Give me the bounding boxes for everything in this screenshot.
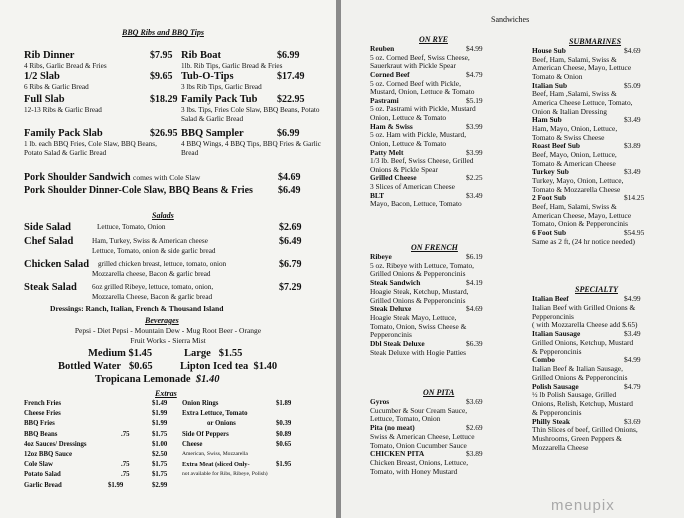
- menu-item-name: Italian Sub: [532, 80, 568, 90]
- menu-item-desc: Tomato & Onion: [532, 72, 583, 81]
- menu-item-name: Gyros: [370, 397, 390, 406]
- menu-item-price: $4.99: [624, 294, 641, 303]
- menu-item-desc: Tomato & Mozzarella Cheese: [532, 184, 621, 194]
- menu-item-name: 2 Foot Sub: [532, 193, 567, 203]
- salad-desc: Mozzarella Cheese, Bacon & garlic bread: [92, 293, 213, 301]
- menu-item-price: $54.95: [624, 228, 645, 238]
- pork-sandwich: [24, 172, 200, 183]
- extra-item-small-price: $1.99: [108, 481, 124, 489]
- menu-item-desc: Beef, Ham, Salami, Swiss &: [532, 54, 617, 64]
- bbq-item-desc: 12-13 Ribs & Garlic Bread: [24, 106, 102, 114]
- bbq-item-desc: 6 Ribs & Garlic Bread: [24, 83, 89, 91]
- menu-item-desc: Beef, Ham, Salami, Swiss &: [532, 202, 617, 212]
- menu-item-desc: Onions, Relish, Ketchup, Mustard: [532, 399, 633, 408]
- menu-item-desc: 3 Slices of American Cheese: [370, 182, 455, 192]
- water-price: $0.65: [128, 361, 153, 372]
- bbq-item-name: Family Pack Tub: [181, 94, 258, 105]
- extra-item-name: Cole Slaw: [24, 461, 53, 469]
- menu-item-desc: Hoagie Steak Mayo, Lettuce,: [370, 313, 457, 323]
- menu-item-name: Ribeye: [370, 252, 392, 261]
- left-menu-page: [0, 0, 336, 518]
- menu-item-desc: Sauerkraut with Pickle Spear: [370, 61, 456, 71]
- menu-item-name: Philly Steak: [532, 416, 570, 426]
- lipton-tea: [180, 361, 277, 372]
- bbq-item-name: Full Slab: [24, 94, 65, 105]
- pork-sandwich-price: $4.69: [278, 172, 301, 183]
- menu-item-name: House Sub: [532, 46, 566, 55]
- pork-dinner: Pork Shoulder Dinner-Cole Slaw, BBQ Beans & Fries: [24, 185, 253, 196]
- lipton-price: $1.40: [253, 361, 278, 372]
- extra-item-name: Garlic Bread: [24, 481, 62, 489]
- menu-item-desc: Lettuce, Tomato, Onion: [370, 414, 441, 424]
- extra-item-name: 4oz Sauces/ Dressings: [24, 440, 87, 448]
- extra-item-name: Extra Lettuce, Tomato: [182, 410, 248, 418]
- bbq-item-name: Family Pack Slab: [24, 128, 103, 139]
- menu-item-price: $4.99: [624, 355, 641, 365]
- salad-price: $6.49: [279, 236, 302, 247]
- menu-item-name: Ham Sub: [532, 115, 562, 125]
- extra-item-name: 12oz BBQ Sauce: [24, 451, 72, 458]
- menu-item-price: $3.49: [466, 190, 483, 200]
- menu-item-desc: Tomato, Onion, Swiss Cheese &: [370, 321, 467, 331]
- bbq-item-desc: 3 lbs. Tips, Fries Cole Slaw, BBQ Beans, Potato Salad & Garlic Bread: [181, 106, 320, 123]
- water-label: Bottled Water: [58, 361, 122, 372]
- specialty-title: SPECIALTY: [575, 285, 618, 294]
- menu-item-desc: Tomato & Swiss Cheese: [532, 132, 605, 142]
- menu-item-price: $3.99: [466, 147, 483, 157]
- menu-item-desc: Grilled Onions & Pepperoncinis: [532, 372, 628, 382]
- menu-item-desc: Tomato, Onion Cucumber Sauce: [370, 440, 467, 450]
- extra-item-name: American, Swiss, Mozzarella: [182, 451, 248, 457]
- extra-item-small-price: .75: [121, 471, 130, 479]
- large-size: [184, 348, 242, 359]
- menu-item-desc: Mushrooms, Green Peppers &: [532, 434, 622, 443]
- menu-item-desc: American Cheese, Mayo, Lettuce: [532, 63, 632, 73]
- bbq-item-desc: 1 lb. each BBQ Fries, Cole Slaw, BBQ Beans, Potato Salad & Garlic Bread: [24, 140, 157, 157]
- extra-item-price: $1.49: [152, 400, 168, 407]
- menu-item-name: Combo: [532, 355, 555, 365]
- bbq-item-price: $6.99: [277, 128, 300, 139]
- menu-item-desc: & Pepperoncinis: [532, 346, 582, 356]
- dressings-note: Dressings: Ranch, Italian, French & Thousand Island: [50, 304, 224, 313]
- on-rye-title: ON RYE: [419, 35, 448, 44]
- bottled-water: [58, 361, 153, 372]
- menu-item-name: Grilled Cheese: [370, 173, 417, 183]
- extra-item-name: or Onions: [207, 420, 236, 428]
- menu-item-desc: Mustard, Onion, Lettuce & Tomato: [370, 87, 475, 97]
- menu-item-desc: Pepperoncinis: [532, 311, 574, 321]
- on-pita-title: ON PITA: [423, 388, 455, 397]
- tropicana-label: Tropicana Lemonade: [95, 374, 191, 385]
- menu-item-desc: Turkey, Mayo, Onion, Lettuce,: [532, 176, 624, 186]
- tropicana-price: $1.40: [195, 374, 220, 385]
- menu-item-name: Corned Beef: [370, 69, 410, 79]
- extra-item-price: $2.50: [152, 451, 168, 458]
- menu-item-desc: Pepperoncinis: [370, 330, 412, 340]
- salad-desc: Lettuce, Tomato, onion & side garlic bread: [92, 247, 216, 255]
- menu-item-name: BLT: [370, 190, 385, 200]
- menu-item-desc: Italian Beef with Grilled Onions &: [532, 302, 636, 312]
- extra-item-price: $1.99: [152, 410, 168, 418]
- menu-item-desc: Cucumber & Sour Cream Sauce,: [370, 405, 468, 415]
- menu-item-desc: ( with Mozzarella Cheese add $.65): [532, 320, 638, 330]
- bbq-item-name: Rib Boat: [181, 50, 221, 61]
- menu-item-name: Turkey Sub: [532, 167, 569, 177]
- menu-item-desc: Grilled Onions, Ketchup, Mustard: [532, 337, 634, 347]
- extra-item-name: Extra Meat (sliced Only-: [182, 461, 250, 469]
- right-menu-page: [341, 0, 684, 518]
- bbq-item-price: $9.65: [150, 71, 173, 82]
- menu-item-desc: 5 oz. Ribeye with Lettuce, Tomato,: [370, 260, 475, 270]
- menu-item-price: $4.69: [466, 304, 483, 314]
- salad-price: $7.29: [279, 282, 302, 293]
- extra-item-name: French Fries: [24, 400, 62, 407]
- bbq-item-price: $22.95: [277, 94, 305, 105]
- large-label: Large: [184, 348, 211, 359]
- menu-item-name: Steak Sandwich: [370, 278, 421, 288]
- extra-item-name: Side Of Peppers: [182, 430, 229, 438]
- menu-item-name: Ham & Swiss: [370, 121, 413, 131]
- bbq-item-desc: 3 lbs Rib Tips, Garlic Bread: [181, 83, 262, 91]
- menu-item-desc: Tomato & American Cheese: [532, 158, 616, 168]
- beverages-section-title: Beverages: [145, 316, 179, 325]
- menu-item-price: $3.69: [466, 397, 483, 406]
- bbq-item-desc: 1lb. Rib Tips, Garlic Bread & Fries: [181, 62, 283, 70]
- sandwiches-header: Sandwiches: [491, 15, 530, 24]
- menu-item-name: Pastrami: [370, 95, 399, 105]
- menu-item-price: $4.79: [624, 381, 641, 391]
- menu-item-desc: America Cheese Lettuce, Tomato,: [532, 98, 633, 108]
- menu-item-desc: 1/3 lb. Beef, Swiss Cheese, Grilled: [370, 156, 474, 166]
- extra-item-name: Cheese Fries: [24, 410, 61, 418]
- pork-dinner-price: $6.49: [278, 185, 301, 196]
- menu-item-name: Roast Beef Sub: [532, 141, 581, 151]
- menu-item-desc: & Pepperoncinis: [532, 407, 582, 417]
- menu-item-desc: Mayo, Bacon, Lettuce, Tomato: [370, 199, 462, 209]
- salad-desc: 6oz grilled Ribeye, lettuce, tomato, onion,: [92, 283, 214, 291]
- extra-item-small-price: .75: [121, 461, 130, 469]
- menu-item-price: $3.69: [624, 416, 641, 426]
- beverages-line-1: Pepsi - Diet Pepsi - Mountain Dew - Mug Root Beer - Orange: [74, 326, 262, 335]
- menu-item-price: $4.69: [624, 46, 641, 55]
- bbq-item-desc: 4 BBQ Wings, 4 BBQ Tips, BBQ Fries & Garlic Bread: [181, 140, 321, 157]
- menu-item-price: $3.89: [466, 449, 483, 459]
- menu-item-desc: Onion & Italian Dressing: [532, 106, 607, 116]
- extra-item-price: $1.75: [152, 471, 168, 479]
- menupix-watermark: menupix: [551, 497, 615, 514]
- menu-item-desc: Onion, Lettuce & Tomato: [370, 138, 447, 148]
- bbq-item-price: $17.49: [277, 71, 305, 82]
- extra-item-price: $1.75: [152, 461, 168, 469]
- extra-item-price: $1.99: [152, 420, 168, 428]
- menu-item-price: $3.89: [624, 141, 641, 151]
- menu-item-price: $2.25: [466, 173, 483, 183]
- menu-item-desc: Mozzarella Cheese: [532, 442, 589, 452]
- menu-item-desc: Beef, Mayo, Onion, Lettuce,: [532, 150, 617, 160]
- salad-desc: Mozzarella cheese, Bacon & garlic bread: [92, 270, 211, 278]
- menu-item-desc: Tomato, with Honey Mustard: [370, 466, 458, 476]
- extra-item-name: Potato Salad: [24, 471, 61, 479]
- menu-item-price: $3.49: [624, 115, 641, 125]
- medium-size: Medium $1.45: [88, 348, 153, 359]
- menu-item-price: $4.99: [466, 44, 483, 53]
- bbq-item-price: $26.95: [150, 128, 178, 139]
- bbq-item-name: 1/2 Slab: [24, 71, 60, 82]
- salad-price: $6.79: [279, 259, 302, 270]
- menu-item-price: $3.99: [466, 121, 483, 131]
- menu-item-desc: Ham, Mayo, Onion, Lettuce,: [532, 124, 618, 134]
- extra-item-price: $1.75: [152, 430, 168, 438]
- menu-item-desc: Steak Deluxe with Hogie Patties: [370, 347, 467, 357]
- bbq-section-title: BBQ Ribs and BBQ Tips: [122, 28, 204, 37]
- menu-item-desc: Onion, Lettuce & Tomato: [370, 113, 447, 123]
- menu-item-desc: Thin Slices of beef, Grilled Onions,: [532, 425, 638, 435]
- menu-item-name: Patty Melt: [370, 147, 404, 157]
- pork-sandwich-name: Pork Shoulder Sandwich: [24, 172, 131, 183]
- menu-item-price: $4.19: [466, 278, 483, 288]
- salad-desc: grilled chicken breast, lettuce, tomato, onion: [98, 260, 227, 268]
- menu-item-name: Steak Deluxe: [370, 304, 412, 314]
- menu-item-desc: Onions & Pickle Spear: [370, 164, 438, 174]
- menu-item-name: Dbl Steak Deluxe: [370, 339, 425, 349]
- extra-item-price: $1.95: [276, 461, 292, 469]
- salad-name: Chicken Salad: [24, 259, 90, 270]
- bbq-item-price: $7.95: [150, 50, 173, 61]
- menu-item-name: Italian Sausage: [532, 329, 581, 338]
- lipton-label: Lipton Iced tea: [180, 361, 249, 372]
- bbq-item-price: $6.99: [277, 50, 300, 61]
- menu-item-price: $14.25: [624, 193, 645, 203]
- extra-item-price: $2.99: [152, 481, 168, 489]
- salad-name: Steak Salad: [24, 282, 77, 293]
- menu-item-desc: Hoagie Steak, Ketchup, Mustard,: [370, 286, 469, 296]
- menu-item-desc: ½ lb Polish Sausage, Grilled: [532, 390, 617, 400]
- menu-item-price: $5.19: [466, 95, 483, 105]
- menu-item-desc: 5 oz. Pastrami with Pickle, Mustard: [370, 104, 476, 114]
- beverages-line-2: Fruit Works - Sierra Mist: [130, 336, 206, 345]
- menu-item-desc: Swiss & American Cheese, Lettuce: [370, 431, 475, 441]
- menu-item-name: Polish Sausage: [532, 381, 579, 391]
- salad-name: Chef Salad: [24, 236, 74, 247]
- menu-item-desc: Grilled Onions & Pepperoncinis: [370, 269, 466, 279]
- menu-item-desc: Same as 2 ft, (24 hr notice needed): [532, 236, 636, 246]
- menu-item-price: $6.39: [466, 339, 483, 349]
- bbq-item-price: $18.29: [150, 94, 178, 105]
- extra-item-price: $0.65: [276, 440, 292, 448]
- salad-desc: Ham, Turkey, Swiss & American cheese: [92, 237, 208, 245]
- menu-item-name: Pita (no meat): [370, 423, 415, 433]
- extra-item-name: Cheese: [182, 440, 203, 448]
- salad-price: $2.69: [279, 222, 302, 233]
- menu-item-desc: American Cheese, Mayo, Lettuce: [532, 210, 632, 220]
- extra-item-price: $0.89: [276, 430, 292, 438]
- submarines-title: SUBMARINES: [569, 37, 622, 46]
- pork-sandwich-note: comes with Cole Slaw: [133, 173, 201, 182]
- extra-item-price: $1.89: [276, 400, 292, 407]
- menu-item-price: $3.49: [624, 167, 641, 177]
- menu-item-price: $2.69: [466, 423, 483, 433]
- salad-desc: Lettuce, Tomato, Onion: [97, 223, 166, 231]
- menu-item-price: $5.09: [624, 80, 641, 90]
- tropicana: [95, 374, 219, 385]
- menu-item-name: 6 Foot Sub: [532, 228, 567, 238]
- menu-item-desc: 5 oz. Corned Beef with Pickle,: [370, 78, 461, 88]
- extra-item-small-price: .75: [121, 430, 130, 438]
- extra-item-name: BBQ Beans: [24, 430, 58, 438]
- menu-item-name: Reuben: [370, 44, 395, 53]
- extra-item-name: not available for Ribs, Ribeye, Polish): [182, 471, 268, 478]
- extra-item-name: Onion Rings: [182, 400, 219, 407]
- menu-item-desc: Chicken Breast, Onions, Lettuce,: [370, 457, 469, 467]
- on-french-title: ON FRENCH: [411, 243, 458, 252]
- menu-item-price: $4.79: [466, 69, 483, 79]
- menu-item-desc: 5 oz. Ham with Pickle, Mustard,: [370, 130, 467, 140]
- menu-item-desc: Grilled Onions & Pepperoncinis: [370, 295, 466, 305]
- extras-section-title: Extras: [155, 389, 177, 398]
- extra-item-price: $0.39: [276, 420, 292, 428]
- extra-item-price: $1.00: [152, 440, 168, 448]
- menu-item-price: $3.49: [624, 329, 641, 338]
- salads-section-title: Salads: [152, 211, 174, 220]
- menu-item-desc: Tomato, Onion & Pepperoncinis: [532, 219, 628, 229]
- extra-item-name: BBQ Fries: [24, 420, 55, 428]
- bbq-item-name: Tub-O-Tips: [181, 71, 234, 82]
- menu-item-desc: Italian Beef & Italian Sausage,: [532, 364, 623, 373]
- menu-item-name: Italian Beef: [532, 294, 569, 303]
- menu-item-desc: 5 oz. Corned Beef, Swiss Cheese,: [370, 52, 470, 62]
- salad-name: Side Salad: [24, 222, 71, 233]
- bbq-item-name: BBQ Sampler: [181, 128, 244, 139]
- menu-item-name: CHICKEN PITA: [370, 449, 425, 459]
- large-price: $1.55: [218, 348, 243, 359]
- bbq-item-desc: 4 Ribs, Garlic Bread & Fries: [24, 62, 107, 70]
- bbq-item-name: Rib Dinner: [24, 50, 75, 61]
- menu-item-price: $6.19: [466, 252, 483, 261]
- menu-item-desc: Beef, Ham ,Salami, Swiss &: [532, 89, 617, 99]
